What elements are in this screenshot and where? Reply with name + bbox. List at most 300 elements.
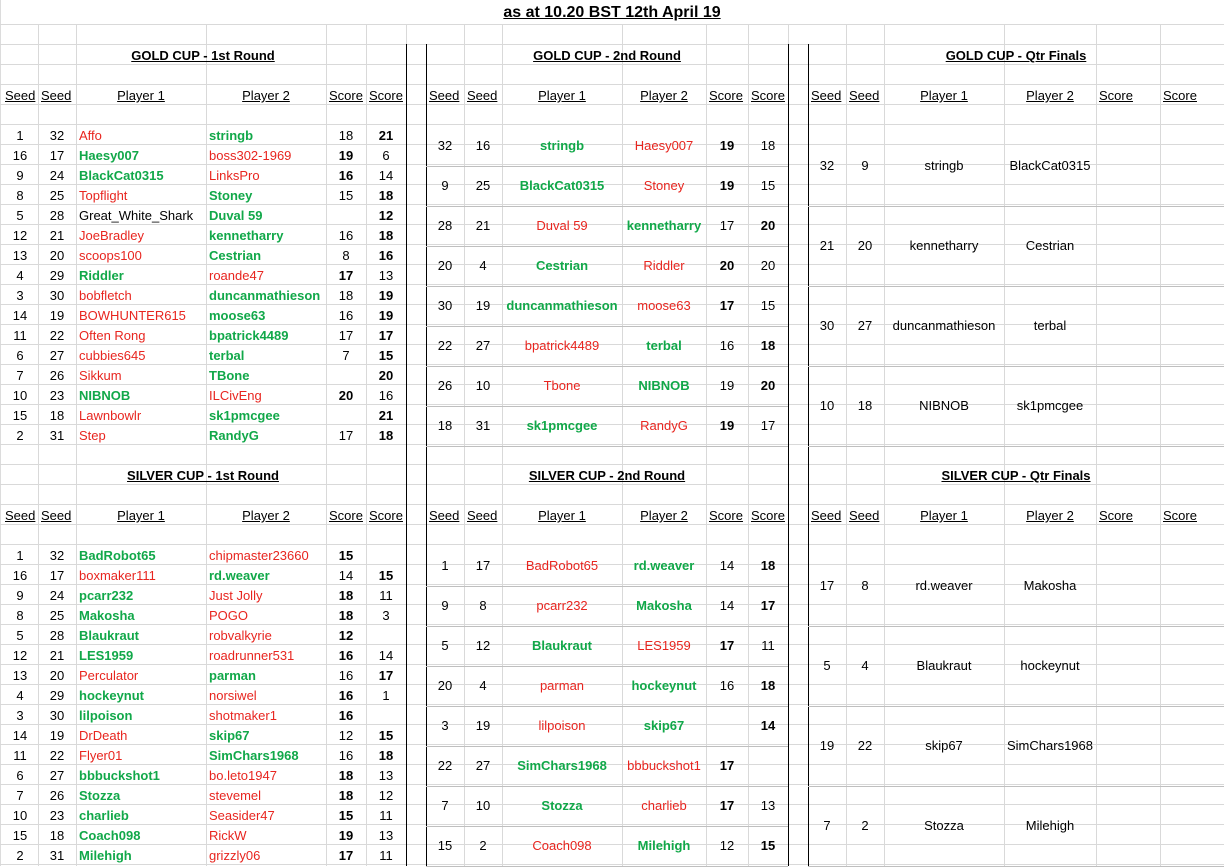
silver_r2-sc1: 17 (719, 798, 735, 813)
gold_r1-s2: 26 (49, 368, 65, 383)
silver_r1-sc1: 15 (338, 548, 354, 563)
silver_r1-sc2: 1 (382, 688, 390, 703)
silver_r1-sc1: 16 (338, 708, 354, 723)
silver_r1-p2: rd.weaver (209, 568, 270, 583)
gold_r1-p1: Often Rong (79, 328, 146, 343)
silver-r2-header-score: Score (709, 508, 743, 523)
gold_r1-sc2: 18 (378, 188, 394, 203)
silver_r2-s1: 3 (441, 718, 449, 733)
gold_r2-s2: 25 (475, 178, 491, 193)
gold_qf-s2: 20 (857, 238, 873, 253)
silver_r1-p2: shotmaker1 (209, 708, 277, 723)
silver_r2-sc2 (748, 746, 788, 786)
gold_r1-s2: 17 (49, 148, 65, 163)
gold_r2-s1: 20 (437, 258, 453, 273)
silver-r1-header-player1: Player 1 (117, 508, 165, 523)
silver_r1-s2: 26 (49, 788, 65, 803)
silver_r2-p2: charlieb (641, 798, 687, 813)
gold_r2-sc1: 20 (719, 258, 735, 273)
silver_qf-s1: 5 (823, 658, 831, 673)
gold_r1-sc2: 21 (378, 128, 394, 143)
silver_r2-sc1: 17 (719, 638, 735, 653)
gold_r1-sc2: 21 (378, 408, 394, 423)
gold_r2-sc2: 18 (760, 138, 776, 153)
silver_r2-sc1: 14 (719, 558, 735, 573)
gold_r1-sc1: 17 (338, 428, 354, 443)
silver_r1-s1: 14 (12, 728, 28, 743)
gold_r2-s1: 30 (437, 298, 453, 313)
gold_r1-sc2: 13 (378, 268, 394, 283)
gold_r2-s2: 4 (479, 258, 487, 273)
grid-column-line (1096, 24, 1097, 866)
silver_r2-s1: 22 (437, 758, 453, 773)
silver_r1-s2: 22 (49, 748, 65, 763)
gridline (0, 24, 1224, 25)
silver_r1-p2: stevemel (209, 788, 262, 803)
gold_r1-p2: duncanmathieson (209, 288, 321, 303)
gold-qf-header-player1: Player 1 (920, 88, 968, 103)
gold_r2-sc2: 15 (760, 178, 776, 193)
gold_qf-s1: 32 (819, 158, 835, 173)
silver_r1-s2: 21 (49, 648, 65, 663)
grid-column-line (1160, 24, 1161, 866)
silver_r2-p2: bbbuckshot1 (627, 758, 701, 773)
gold_r1-sc1 (326, 366, 366, 386)
gold-r1-header-score: Score (369, 88, 403, 103)
gold_r1-sc2: 20 (378, 368, 394, 383)
silver_r1-s1: 11 (13, 748, 27, 763)
gold_r2-p2: moose63 (637, 298, 691, 313)
silver_r2-sc1 (706, 706, 748, 746)
gold_r1-s1: 1 (16, 128, 24, 143)
gold-r1-header-score: Score (329, 88, 363, 103)
gold_qf-p1: kennetharry (909, 238, 979, 253)
silver-r2-header-seed: Seed (467, 508, 498, 523)
gold_r1-sc2: 15 (378, 348, 394, 363)
silver_r1-sc1: 12 (338, 628, 354, 643)
silver_r2-s2: 17 (475, 558, 491, 573)
silver_r1-p2: bo.leto1947 (209, 768, 277, 783)
silver_r2-sc2: 18 (760, 678, 776, 693)
gold_r2-p2: Haesy007 (634, 138, 694, 153)
silver_r1-sc2: 11 (379, 588, 393, 603)
silver_r1-s1: 3 (16, 708, 24, 723)
silver_r2-sc1: 17 (719, 758, 735, 773)
silver_r1-sc1: 16 (338, 648, 354, 663)
gold_r1-sc2: 19 (378, 288, 394, 303)
silver-r1-header-seed: Seed (41, 508, 72, 523)
silver_r2-p1: lilpoison (538, 718, 586, 733)
silver_r1-s1: 4 (16, 688, 24, 703)
gold-r2-header-player2: Player 2 (640, 88, 688, 103)
gold_r2-p2: RandyG (640, 418, 688, 433)
silver_r2-p1: Coach098 (532, 838, 592, 853)
gold_qf-s1: 30 (819, 318, 835, 333)
gold_qf-title: GOLD CUP - Qtr Finals (945, 48, 1087, 63)
silver_r1-s1: 2 (16, 848, 24, 863)
gold_r1-sc1: 7 (342, 348, 350, 363)
gold_r1-sc2: 16 (378, 248, 394, 263)
gold_r2-sc2: 20 (760, 258, 776, 273)
gridline (0, 44, 1224, 45)
gold_r2-sc1: 19 (719, 378, 735, 393)
silver_r2-sc1: 12 (719, 838, 735, 853)
silver_r2-p1: BadRobot65 (525, 558, 599, 573)
silver_r1-s1: 8 (16, 608, 24, 623)
gold_qf-s2: 18 (857, 398, 873, 413)
silver_r2-s2: 2 (479, 838, 487, 853)
gold_qf-p2: Cestrian (1025, 238, 1075, 253)
silver_r1-sc1: 16 (338, 748, 354, 763)
silver_r1-p2: chipmaster23660 (209, 548, 309, 563)
silver_r2-sc2: 13 (760, 798, 776, 813)
gold_qf-s2: 9 (861, 158, 869, 173)
silver_r1-p1: Blaukraut (79, 628, 139, 643)
gold_r1-sc1: 16 (338, 168, 354, 183)
silver_r1-p1: Coach098 (79, 828, 141, 843)
silver-qf-header-player1: Player 1 (920, 508, 968, 523)
gold_r2-p1: sk1pmcgee (526, 418, 598, 433)
gold_qf-p1: duncanmathieson (892, 318, 996, 333)
gold_r1-sc2: 6 (382, 148, 390, 163)
silver_r1-sc2: 11 (379, 848, 393, 863)
gold-qf-header-seed: Seed (849, 88, 880, 103)
silver_r1-s2: 18 (49, 828, 65, 843)
gold_r1-sc1 (326, 206, 366, 226)
silver_r1-p2: SimChars1968 (209, 748, 299, 763)
gold_r1-p1: Affo (79, 128, 102, 143)
silver-r1-header-score: Score (329, 508, 363, 523)
silver_r1-s2: 29 (49, 688, 65, 703)
gold_r1-p2: stringb (209, 128, 254, 143)
silver_r1-p2: norsiwel (209, 688, 257, 703)
silver_r2-s1: 5 (441, 638, 449, 653)
silver_r2-p1: Stozza (541, 798, 583, 813)
gold_r1-p1: Lawnbowlr (79, 408, 142, 423)
gold-qf-header-seed: Seed (811, 88, 842, 103)
gold_r2-sc1: 19 (719, 138, 735, 153)
gold_r1-s1: 14 (12, 308, 28, 323)
gold_r1-s1: 16 (12, 148, 28, 163)
gold_r1-sc1: 17 (338, 268, 354, 283)
gold_r2-title: GOLD CUP - 2nd Round (533, 48, 681, 63)
gold_qf-p2: sk1pmcgee (1016, 398, 1084, 413)
gold_r2-sc1: 19 (719, 418, 735, 433)
silver_r1-p1: lilpoison (79, 708, 133, 723)
gold_r1-p1: Great_White_Shark (79, 208, 194, 223)
silver_r2-sc2: 11 (761, 638, 775, 653)
gold_r1-s2: 30 (49, 288, 65, 303)
silver_r1-p1: pcarr232 (79, 588, 134, 603)
silver_r2-s2: 27 (475, 758, 491, 773)
silver-r2-header-player1: Player 1 (538, 508, 586, 523)
gold_qf-match-separator (808, 446, 1224, 447)
silver-r1-header-seed: Seed (5, 508, 36, 523)
gold_qf-p1: stringb (924, 158, 964, 173)
gold_r1-sc1: 17 (338, 328, 354, 343)
gold_r1-p1: NIBNOB (79, 388, 131, 403)
gold-r2-header-seed: Seed (429, 88, 460, 103)
gold_r1-sc2: 16 (378, 388, 394, 403)
gold_r1-sc1: 19 (338, 148, 354, 163)
silver_qf-p2: Makosha (1023, 578, 1077, 593)
silver_r1-s1: 9 (16, 588, 24, 603)
gold_r1-sc2: 14 (378, 168, 394, 183)
silver_r2-p1: pcarr232 (536, 598, 588, 613)
gold_r1-p1: BOWHUNTER615 (79, 308, 186, 323)
silver_r2-p2: Milehigh (637, 838, 691, 853)
gold_r2-p1: Cestrian (535, 258, 589, 273)
silver_r1-sc2: 14 (378, 648, 394, 663)
gold_r2-sc2: 15 (760, 298, 776, 313)
silver-qf-header-score: Score (1163, 508, 1197, 523)
silver_r2-s1: 9 (441, 598, 449, 613)
silver_r1-s2: 25 (49, 608, 65, 623)
silver_r2-sc1: 16 (719, 678, 735, 693)
gold_r1-s1: 8 (16, 188, 24, 203)
silver_r1-p1: BadRobot65 (79, 548, 156, 563)
silver_r2-s2: 10 (475, 798, 491, 813)
gold_r2-sc2: 18 (760, 338, 776, 353)
silver_r1-s1: 7 (16, 788, 24, 803)
gold_r2-s2: 21 (475, 218, 491, 233)
gold_r2-sc2: 20 (760, 378, 776, 393)
gold_r1-p2: kennetharry (209, 228, 284, 243)
gold_qf-p1: NIBNOB (919, 398, 969, 413)
silver_r2-s2: 19 (475, 718, 491, 733)
silver_qf-s1: 17 (819, 578, 835, 593)
silver_r1-s2: 23 (49, 808, 65, 823)
silver_r1-s1: 6 (16, 768, 24, 783)
gold_r1-s2: 25 (49, 188, 65, 203)
gold_r1-title: GOLD CUP - 1st Round (131, 48, 275, 63)
gold_r1-s2: 22 (49, 328, 65, 343)
silver_r1-sc2: 13 (378, 768, 394, 783)
panel-divider (788, 44, 789, 866)
silver_r2-sc1: 14 (719, 598, 735, 613)
silver_r1-sc2 (366, 546, 406, 566)
gold_r2-p2: kennetharry (626, 218, 702, 233)
gold_r2-s1: 9 (441, 178, 449, 193)
gold_r1-p1: scoops100 (79, 248, 142, 263)
gold_qf-p2: terbal (1033, 318, 1067, 333)
gold_r2-sc1: 17 (719, 298, 735, 313)
silver_r1-sc2: 17 (378, 668, 394, 683)
silver_r1-sc1: 18 (338, 788, 354, 803)
gold-qf-header-player2: Player 2 (1026, 88, 1074, 103)
gold_r1-sc1 (326, 406, 366, 426)
silver_r1-s1: 5 (16, 628, 24, 643)
gold_r1-s1: 10 (12, 388, 28, 403)
gold-qf-header-score: Score (1099, 88, 1133, 103)
gold_r1-s1: 7 (16, 368, 24, 383)
silver_r1-p1: charlieb (79, 808, 129, 823)
gold_r2-p2: terbal (646, 338, 682, 353)
silver_r1-sc2: 15 (378, 568, 394, 583)
silver_qf-s1: 19 (819, 738, 835, 753)
gold_r1-p2: Cestrian (209, 248, 262, 263)
silver_r1-p2: skip67 (209, 728, 250, 743)
gridline (0, 84, 1224, 85)
gold_qf-s1: 21 (819, 238, 835, 253)
gold_r1-p2: moose63 (209, 308, 266, 323)
silver_r1-sc1: 16 (338, 688, 354, 703)
gold_r1-sc1: 16 (338, 308, 354, 323)
panel-divider (406, 44, 407, 866)
gold_r2-sc1: 19 (719, 178, 735, 193)
gold_r1-p1: bobfletch (79, 288, 132, 303)
silver_r1-sc1: 18 (338, 588, 354, 603)
silver_r2-s2: 4 (479, 678, 487, 693)
silver_r1-sc1: 15 (338, 808, 354, 823)
gold_r1-sc1: 20 (338, 388, 354, 403)
gold_r2-s1: 28 (437, 218, 453, 233)
silver_r1-sc2: 13 (378, 828, 394, 843)
silver-qf-header-seed: Seed (811, 508, 842, 523)
gold_r2-s2: 31 (475, 418, 491, 433)
gold_r1-s2: 18 (49, 408, 65, 423)
gold_r1-p2: roande47 (209, 268, 264, 283)
gold_r1-p1: Topflight (79, 188, 128, 203)
silver_r2-title: SILVER CUP - 2nd Round (528, 468, 686, 483)
gold_r1-s1: 3 (16, 288, 24, 303)
gold_r1-p2: LinksPro (209, 168, 260, 183)
silver_r2-s1: 15 (437, 838, 453, 853)
silver_r1-p1: Makosha (79, 608, 135, 623)
gold-r2-header-seed: Seed (467, 88, 498, 103)
gold_r1-s1: 6 (16, 348, 24, 363)
silver_r2-s2: 12 (475, 638, 491, 653)
silver_r2-p2: hockeynut (631, 678, 697, 693)
gold-r1-header-seed: Seed (5, 88, 36, 103)
silver_qf-p1: Blaukraut (916, 658, 972, 673)
gold_r2-s2: 16 (475, 138, 491, 153)
gold_r1-s2: 21 (49, 228, 65, 243)
gold_r1-p2: boss302-1969 (209, 148, 292, 163)
silver_r1-sc2: 12 (378, 788, 394, 803)
silver_r2-sc2: 18 (760, 558, 776, 573)
silver_qf-s2: 2 (861, 818, 869, 833)
silver-r1-header-player2: Player 2 (242, 508, 290, 523)
silver_r2-s2: 8 (479, 598, 487, 613)
gold_r1-p2: bpatrick4489 (209, 328, 289, 343)
silver_r1-s2: 31 (49, 848, 65, 863)
sheet-title: as at 10.20 BST 12th April 19 (503, 4, 721, 21)
gold-r1-header-player1: Player 1 (117, 88, 165, 103)
gold_r1-sc2: 18 (378, 228, 394, 243)
silver_r1-s2: 24 (49, 588, 65, 603)
silver_r2-p1: Blaukraut (532, 638, 592, 653)
silver_qf-s1: 7 (823, 818, 831, 833)
gold_r1-sc1: 16 (338, 228, 354, 243)
silver_r2-p2: LES1959 (637, 638, 691, 653)
gold_r1-p2: TBone (209, 368, 250, 383)
silver_r1-s1: 15 (12, 828, 28, 843)
gold_r1-sc1: 15 (338, 188, 354, 203)
gold_r1-s2: 27 (49, 348, 65, 363)
gold_r2-s1: 26 (437, 378, 453, 393)
gold_r1-s2: 31 (49, 428, 65, 443)
silver_r1-sc2 (366, 706, 406, 726)
gold_r1-s2: 29 (49, 268, 65, 283)
silver_r1-p1: Flyer01 (79, 748, 123, 763)
gold_r1-sc2: 17 (378, 328, 394, 343)
silver_r1-p1: Perculator (79, 668, 139, 683)
silver_qf-s2: 8 (861, 578, 869, 593)
gold_r1-sc1: 18 (338, 128, 354, 143)
silver-r2-header-score: Score (751, 508, 785, 523)
silver_r2-s1: 1 (441, 558, 449, 573)
gold_r2-p1: stringb (539, 138, 585, 153)
silver_r1-s2: 30 (49, 708, 65, 723)
gold_r2-s2: 10 (475, 378, 491, 393)
silver_r1-sc1: 18 (338, 608, 354, 623)
gold_r1-p1: BlackCat0315 (79, 168, 164, 183)
gold-qf-header-score: Score (1163, 88, 1197, 103)
silver_qf-s2: 22 (857, 738, 873, 753)
gridline (0, 504, 1224, 505)
silver-qf-header-player2: Player 2 (1026, 508, 1074, 523)
gold_r2-sc2: 17 (760, 418, 776, 433)
gold_r1-s2: 23 (49, 388, 65, 403)
gold_r1-p1: Step (79, 428, 106, 443)
gold_r2-p1: duncanmathieson (506, 298, 618, 313)
silver-qf-header-seed: Seed (849, 508, 880, 523)
silver_r1-p2: RickW (209, 828, 247, 843)
silver_qf-s2: 4 (861, 658, 869, 673)
silver_r1-p2: roadrunner531 (209, 648, 295, 663)
gold_r1-p2: sk1pmcgee (209, 408, 280, 423)
gold_r1-s2: 19 (49, 308, 65, 323)
silver_qf-p1: rd.weaver (915, 578, 973, 593)
gold_r1-p2: Duval 59 (209, 208, 263, 223)
silver_r2-p2: rd.weaver (633, 558, 695, 573)
gold_r1-p1: cubbies645 (79, 348, 146, 363)
silver_r1-sc1: 14 (338, 568, 354, 583)
silver-r2-header-player2: Player 2 (640, 508, 688, 523)
silver_r1-sc1: 16 (338, 668, 354, 683)
silver_r2-p2: Makosha (636, 598, 692, 613)
silver_r1-s2: 32 (49, 548, 65, 563)
silver_r1-sc2: 15 (378, 728, 394, 743)
silver_r1-sc1: 19 (338, 828, 354, 843)
gold_r1-s2: 24 (49, 168, 65, 183)
gold_r2-s1: 32 (437, 138, 453, 153)
gridline (0, 124, 1224, 125)
gold_r2-match-separator (426, 446, 788, 447)
gold_r1-s1: 2 (16, 428, 24, 443)
silver_r1-sc2 (366, 626, 406, 646)
silver_r1-sc1: 12 (338, 728, 354, 743)
silver_r1-s2: 19 (49, 728, 65, 743)
gold-r1-header-seed: Seed (41, 88, 72, 103)
silver_r2-sc2: 15 (760, 838, 776, 853)
gold_r1-p2: RandyG (209, 428, 259, 443)
gold_r2-p1: Duval 59 (536, 218, 588, 233)
gold_r1-p1: JoeBradley (79, 228, 145, 243)
gridline (0, 464, 1224, 465)
gold_r2-sc1: 16 (719, 338, 735, 353)
gold_r2-sc1: 17 (719, 218, 735, 233)
silver_r1-s1: 13 (12, 668, 28, 683)
silver_r1-s2: 27 (49, 768, 65, 783)
silver-r1-header-score: Score (369, 508, 403, 523)
gold_r1-p2: ILCivEng (209, 388, 262, 403)
silver_qf-p2: SimChars1968 (1007, 738, 1093, 753)
gold_r1-sc1: 8 (342, 248, 350, 263)
gold_r2-s1: 22 (437, 338, 453, 353)
gold_r1-s1: 4 (16, 268, 24, 283)
